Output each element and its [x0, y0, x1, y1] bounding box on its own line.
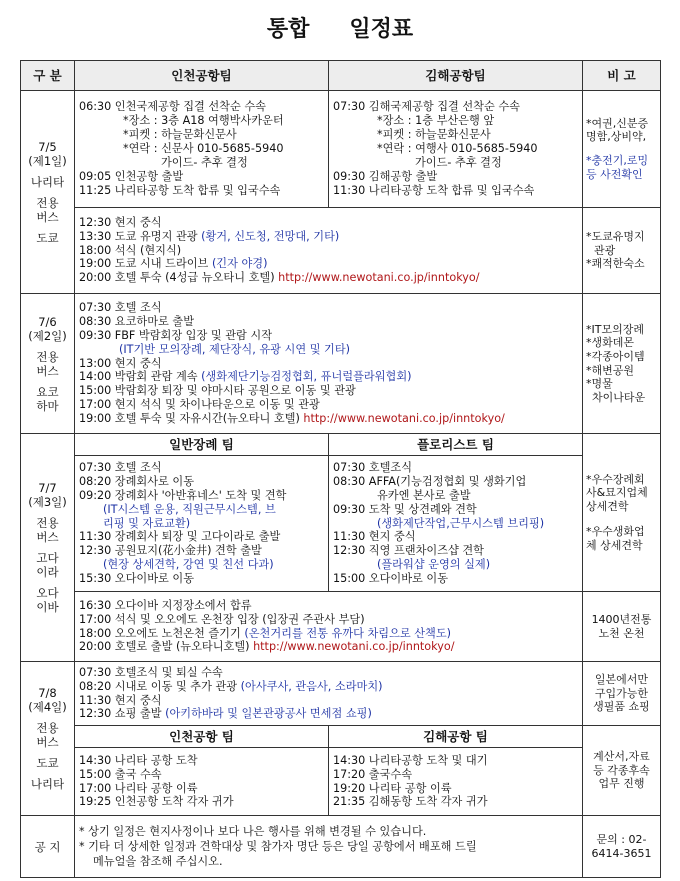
- notice-text: * 상기 일정은 현지사정이나 보다 나은 행사를 위해 변경될 수 있습니다. * 기타 더 상세한 일정과 견학대상 및 참가자 명단 등은 당일 공항에서 배포해 드릴 메뉴얼을 참조해 주십시오.: [75, 816, 583, 878]
- day3-note: *우수장례회 사&묘지업체 상세견학 *우수생화업 체 상세견학: [583, 434, 661, 592]
- day3-label: 7/7 (제3일) 전용 버스 고다 이라 오다 이바: [21, 434, 75, 662]
- day2-label: 7/6 (제2일) 전용 버스 요코 하마: [21, 294, 75, 434]
- day4-gimhae-return-schedule: 14:30 나리타공항 도착 및 대기 17:20 출국수속 19:20 나리타 공항 이륙 21:35 김해동항 도착 각자 귀가: [329, 748, 583, 816]
- day1-morning-row: [21, 91, 661, 208]
- day3-funeral-schedule: 07:30 호텔 조식 08:20 장례회사로 이동 09:20 장례회사 '아반휴네스' 도착 및 견학 (IT시스템 운용, 직원근무시스템, 브 리핑 및 자료교환) 11:30 장례회사 퇴장 및 고다이라로 출발 12:30 공원묘지(花小金井) 견학 출발 (현장 상세견학, 강연 및 친선 다과) 15:30 오다이바로 이동: [75, 456, 329, 592]
- day3-evening-row: [21, 592, 661, 662]
- day4-return-row: [21, 748, 661, 816]
- header-row: [21, 61, 661, 91]
- day2-schedule: 07:30 호텔 조식 08:30 요코하마로 출발 09:30 FBF 박람회장 입장 및 관람 시작 (IT기반 모의장례, 제단장식, 유광 시연 및 기타) 13:00 현지 중식 14:00 박람회 관람 계속 (생화제단기능검정협회, 퓨너럴플라워협회) 15:00 박람회장 퇴장 및 야마시타 공원으로 이동 및 관광 17:00 현지 석식 및 차이나타운으로 이동 및 관광 19:00 호텔 투숙 및 자유시간(뉴오타니 호텔) http://www.newotani.co.jp/inntokyo/: [75, 294, 583, 434]
- day4-morning-schedule: 07:30 호텔조식 및 퇴실 수속 08:20 시내로 이동 및 추가 관광 (아사쿠사, 관음사, 소라마치) 11:30 현지 중식 12:30 쇼핑 출발 (아키하바라 및 일본관광공사 면세점 쇼핑): [75, 662, 583, 726]
- day4-incheon-team-header: 인천공항 팀: [75, 726, 329, 748]
- hotel-link[interactable]: http://www.newotani.co.jp/inntokyo/: [253, 640, 455, 654]
- day4-note-shopping: 일본에서만 구입가능한 생필품 쇼핑: [583, 662, 661, 726]
- notice-label: 공 지: [21, 816, 75, 878]
- page-title-part2: 일정표: [349, 17, 414, 42]
- day1-afternoon-row: [21, 208, 661, 294]
- day1-label: 7/5 (제1일) 나리타 전용 버스 도쿄: [21, 91, 75, 294]
- hotel-link[interactable]: http://www.newotani.co.jp/inntokyo/: [303, 412, 505, 426]
- day1-incheon-schedule: 06:30 인천국제공항 집결 선착순 수속 *장소 : 3층 A18 여행박사카운터 *피켓 : 하늘문화신문사 *연락 : 신문사 010-5685-5940 가이드- 추후 결정 09:05 인천공항 출발 11:25 나리타공항 도착 합류 및 입국수속: [75, 91, 329, 208]
- page-title-part1: 통합: [266, 17, 310, 42]
- notice-row: [21, 816, 661, 878]
- day4-subheader-row: [21, 726, 661, 748]
- day3-evening-schedule: 16:30 오다이바 지정장소에서 합류 17:00 석식 및 오오에도 온천장 입장 (입장권 주관사 부담) 18:00 오오에도 노천온천 즐기기 (온천거리를 전통 유까다 차림으로 산책도) 20:00 호텔로 출발 (뉴오타니호텔) http://www.newotani.co.jp/inntokyo/: [75, 592, 583, 662]
- day3-florist-team-header: 플로리스트 팀: [329, 434, 583, 456]
- day4-note-followup: 계산서,자료 등 각종후속 업무 진행: [583, 726, 661, 816]
- day3-teams-row: [21, 456, 661, 592]
- day4-morning-row: [21, 662, 661, 726]
- day4-incheon-return-schedule: 14:30 나리타 공항 도착 15:00 출국 수속 17:00 나리타 공항 이륙 19:25 인천공항 도착 각자 귀가: [75, 748, 329, 816]
- header-bigo: 비 고: [583, 61, 661, 91]
- header-gimhae-team: 김해공항팀: [329, 61, 583, 91]
- day1-gimhae-schedule: 07:30 김해국제공항 집결 선착순 수속 *장소 : 1층 부산은행 앞 *피켓 : 하늘문화신문사 *연락 : 여행사 010-5685-5940 가이드- 추후 결정 09:30 김해공항 출발 11:30 나리타공항 도착 합류 및 입국수속: [329, 91, 583, 208]
- day3-subheader-row: [21, 434, 661, 456]
- day1-afternoon-schedule: 12:30 현지 중식 13:30 도쿄 유명지 관광 (황거, 신도청, 전망대, 기타) 18:00 석식 (현지식) 19:00 도쿄 시내 드라이브 (긴자 야경) 20:00 호텔 투숙 (4성급 뉴오타니 호텔) http://www.newotani.co.jp/inntokyo/: [75, 208, 583, 294]
- day2-note: *IT모의장례 *생화데몬 *각종아이템 *해변공원 *명물 차이나타운: [583, 294, 661, 434]
- schedule-table: [20, 60, 661, 878]
- day2-row: [21, 294, 661, 434]
- day4-gimhae-team-header: 김해공항 팀: [329, 726, 583, 748]
- header-incheon-team: 인천공항팀: [75, 61, 329, 91]
- day1-note-prep: *여권,신분증명함,상비약, *충전기,로밍등 사전확인: [583, 91, 661, 208]
- contact-phone: 문의 : 02- 6414-3651: [583, 816, 661, 878]
- header-gubun: 구 분: [21, 61, 75, 91]
- day3-funeral-team-header: 일반장례 팀: [75, 434, 329, 456]
- page-title: [0, 12, 680, 42]
- day3-note-onsen: 1400년전통 노천 온천: [583, 592, 661, 662]
- day3-florist-schedule: 07:30 호텔조식 08:30 AFFA(기능검정협회 및 생화기업 유카엔 본사로 출발 09:30 도착 및 상견례와 견학 (생화제단작업,근무시스템 브리핑) 11:30 현지 중식 12:30 직영 프랜차이즈샵 견학 (플라워샵 운영의 실제) 15:00 오다이바로 이동: [329, 456, 583, 592]
- day4-label: 7/8 (제4일) 전용 버스 도쿄 나리타: [21, 662, 75, 816]
- hotel-link[interactable]: http://www.newotani.co.jp/inntokyo/: [278, 271, 480, 285]
- day1-note-tour: *도쿄유명지 관광 *쾌적한숙소: [583, 208, 661, 294]
